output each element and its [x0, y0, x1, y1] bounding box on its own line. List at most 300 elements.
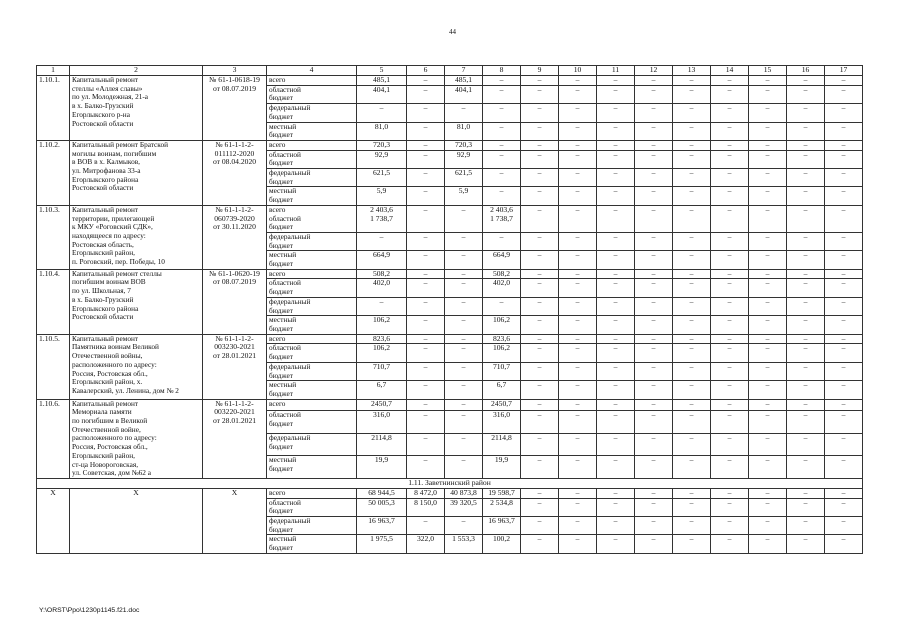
empty-value-cell: –: [673, 498, 711, 516]
empty-value-cell: –: [673, 411, 711, 433]
table-row: [37, 269, 863, 279]
section-data-row: [37, 488, 863, 498]
funding-source: местный бюджет: [267, 381, 357, 399]
empty-value-cell: –: [825, 140, 863, 150]
empty-value-cell: –: [597, 169, 635, 187]
empty-value-cell: –: [749, 488, 787, 498]
empty-value-cell: –: [635, 344, 673, 362]
empty-value-cell: –: [635, 169, 673, 187]
empty-value-cell: –: [749, 362, 787, 380]
table-row: [37, 334, 863, 344]
value-cell: 404,1: [445, 85, 483, 103]
value-cell: –: [483, 85, 521, 103]
value-cell: 106,2: [483, 316, 521, 334]
empty-value-cell: –: [749, 456, 787, 479]
empty-value-cell: –: [559, 85, 597, 103]
empty-value-cell: –: [749, 150, 787, 168]
empty-value-cell: –: [521, 122, 559, 140]
value-cell: –: [407, 399, 445, 411]
value-cell: –: [407, 169, 445, 187]
empty-value-cell: –: [673, 517, 711, 535]
value-cell: 2 403,6 1 738,7: [357, 205, 407, 232]
column-number: 10: [559, 66, 597, 76]
empty-value-cell: –: [749, 433, 787, 455]
empty-value-cell: –: [559, 279, 597, 297]
value-cell: 40 873,8: [445, 488, 483, 498]
section-title: 1.11. Заветнинский район: [37, 478, 863, 488]
empty-value-cell: –: [787, 76, 825, 86]
value-cell: –: [445, 251, 483, 269]
column-number: 2: [70, 66, 203, 76]
empty-value-cell: –: [635, 411, 673, 433]
value-cell: –: [445, 433, 483, 455]
empty-value-cell: –: [711, 76, 749, 86]
empty-value-cell: –: [749, 334, 787, 344]
project-document: № 61-1-1-2- 011112-2020 от 08.04.2020: [203, 140, 267, 205]
funding-source: местный бюджет: [267, 456, 357, 479]
value-cell: –: [445, 334, 483, 344]
funding-source: федеральный бюджет: [267, 169, 357, 187]
project-document: № 61-1-0618-19 от 08.07.2019: [203, 76, 267, 141]
empty-value-cell: –: [787, 456, 825, 479]
value-cell: 823,6: [483, 334, 521, 344]
value-cell: 81,0: [445, 122, 483, 140]
column-number: 8: [483, 66, 521, 76]
empty-value-cell: –: [825, 251, 863, 269]
empty-value-cell: –: [597, 251, 635, 269]
empty-value-cell: –: [787, 251, 825, 269]
empty-value-cell: –: [825, 517, 863, 535]
empty-value-cell: –: [749, 251, 787, 269]
funding-source: федеральный бюджет: [267, 297, 357, 315]
empty-value-cell: –: [673, 456, 711, 479]
value-cell: –: [445, 517, 483, 535]
table-row: [37, 205, 863, 232]
empty-value-cell: –: [711, 399, 749, 411]
value-cell: –: [445, 344, 483, 362]
value-cell: –: [445, 297, 483, 315]
empty-value-cell: –: [673, 334, 711, 344]
empty-value-cell: –: [711, 122, 749, 140]
value-cell: –: [483, 297, 521, 315]
empty-value-cell: –: [711, 279, 749, 297]
empty-value-cell: –: [825, 76, 863, 86]
column-number: 16: [787, 66, 825, 76]
empty-value-cell: –: [673, 85, 711, 103]
empty-value-cell: –: [597, 535, 635, 553]
empty-value-cell: –: [597, 150, 635, 168]
value-cell: 404,1: [357, 85, 407, 103]
value-cell: 106,2: [357, 316, 407, 334]
empty-value-cell: –: [597, 232, 635, 250]
empty-value-cell: –: [635, 279, 673, 297]
funding-source: всего: [267, 334, 357, 344]
empty-value-cell: –: [711, 104, 749, 122]
empty-value-cell: –: [749, 122, 787, 140]
empty-value-cell: –: [711, 433, 749, 455]
value-cell: –: [445, 411, 483, 433]
empty-value-cell: –: [787, 344, 825, 362]
empty-value-cell: –: [711, 344, 749, 362]
value-cell: –: [407, 433, 445, 455]
value-cell: 823,6: [357, 334, 407, 344]
empty-value-cell: –: [825, 411, 863, 433]
empty-value-cell: –: [749, 187, 787, 205]
empty-value-cell: –: [711, 535, 749, 553]
value-cell: 664,9: [483, 251, 521, 269]
value-cell: 621,5: [445, 169, 483, 187]
value-cell: 485,1: [357, 76, 407, 86]
project-number: 1.10.4.: [37, 269, 70, 334]
empty-value-cell: –: [711, 269, 749, 279]
project-name: Капитальный ремонт Памятника воинам Великой Отечественной войны, расположенного по адресу: Россия, Ростовская обл., Егорлыкский район, х. Кавалерский, ул. Ленина, дом № 2: [70, 334, 203, 399]
value-cell: –: [445, 456, 483, 479]
empty-value-cell: –: [597, 344, 635, 362]
empty-value-cell: –: [673, 205, 711, 232]
funding-source: федеральный бюджет: [267, 517, 357, 535]
empty-value-cell: –: [597, 517, 635, 535]
funding-source: местный бюджет: [267, 535, 357, 553]
funding-source: всего: [267, 488, 357, 498]
empty-value-cell: –: [635, 150, 673, 168]
column-number: 14: [711, 66, 749, 76]
empty-value-cell: –: [673, 76, 711, 86]
empty-value-cell: –: [559, 344, 597, 362]
empty-value-cell: –: [521, 76, 559, 86]
empty-value-cell: –: [521, 187, 559, 205]
empty-value-cell: –: [825, 334, 863, 344]
value-cell: 1 975,5: [357, 535, 407, 553]
project-name: Капитальный ремонт стеллы «Аллея славы» по ул. Молодежная, 21-а в х. Балко-Грузский Егорлыкского р-на Ростовской области: [70, 76, 203, 141]
budget-table: [36, 65, 863, 554]
empty-value-cell: –: [597, 104, 635, 122]
column-number: 12: [635, 66, 673, 76]
empty-value-cell: –: [597, 381, 635, 399]
project-number: 1.10.5.: [37, 334, 70, 399]
value-cell: 316,0: [483, 411, 521, 433]
empty-value-cell: –: [825, 269, 863, 279]
value-cell: –: [407, 517, 445, 535]
value-cell: 402,0: [357, 279, 407, 297]
value-cell: –: [445, 399, 483, 411]
funding-source: всего: [267, 269, 357, 279]
empty-value-cell: –: [597, 488, 635, 498]
value-cell: –: [407, 411, 445, 433]
empty-value-cell: –: [673, 232, 711, 250]
empty-value-cell: –: [711, 381, 749, 399]
empty-value-cell: –: [635, 251, 673, 269]
empty-value-cell: –: [521, 140, 559, 150]
value-cell: –: [483, 232, 521, 250]
empty-value-cell: –: [673, 362, 711, 380]
value-cell: –: [445, 279, 483, 297]
value-cell: 322,0: [407, 535, 445, 553]
empty-value-cell: –: [711, 411, 749, 433]
value-cell: –: [407, 104, 445, 122]
empty-value-cell: –: [635, 316, 673, 334]
section-x-col3: Х: [203, 488, 267, 553]
value-cell: –: [407, 456, 445, 479]
value-cell: –: [407, 316, 445, 334]
empty-value-cell: –: [673, 399, 711, 411]
empty-value-cell: –: [635, 433, 673, 455]
empty-value-cell: –: [521, 85, 559, 103]
funding-source: всего: [267, 140, 357, 150]
empty-value-cell: –: [597, 433, 635, 455]
empty-value-cell: –: [825, 297, 863, 315]
empty-value-cell: –: [597, 187, 635, 205]
empty-value-cell: –: [521, 279, 559, 297]
value-cell: –: [483, 169, 521, 187]
value-cell: 6,7: [483, 381, 521, 399]
empty-value-cell: –: [521, 362, 559, 380]
value-cell: –: [407, 150, 445, 168]
table-row: [37, 140, 863, 150]
column-number: 3: [203, 66, 267, 76]
value-cell: 2450,7: [483, 399, 521, 411]
value-cell: –: [407, 85, 445, 103]
empty-value-cell: –: [673, 297, 711, 315]
empty-value-cell: –: [825, 344, 863, 362]
value-cell: –: [357, 104, 407, 122]
empty-value-cell: –: [711, 334, 749, 344]
empty-value-cell: –: [711, 316, 749, 334]
empty-value-cell: –: [559, 456, 597, 479]
column-number: 1: [37, 66, 70, 76]
empty-value-cell: –: [597, 498, 635, 516]
empty-value-cell: –: [521, 316, 559, 334]
empty-value-cell: –: [749, 140, 787, 150]
value-cell: 68 944,5: [357, 488, 407, 498]
empty-value-cell: –: [825, 169, 863, 187]
section-x-col1: Х: [37, 488, 70, 553]
value-cell: 19 598,7: [483, 488, 521, 498]
empty-value-cell: –: [825, 498, 863, 516]
empty-value-cell: –: [635, 456, 673, 479]
empty-value-cell: –: [635, 488, 673, 498]
empty-value-cell: –: [711, 251, 749, 269]
project-document: № 61-1-1-2- 003220-2021 от 28.01.2021: [203, 399, 267, 478]
funding-source: областной бюджет: [267, 344, 357, 362]
project-number: 1.10.2.: [37, 140, 70, 205]
empty-value-cell: –: [673, 150, 711, 168]
empty-value-cell: –: [711, 517, 749, 535]
value-cell: –: [445, 104, 483, 122]
empty-value-cell: –: [635, 232, 673, 250]
empty-value-cell: –: [673, 251, 711, 269]
table-row: [37, 76, 863, 86]
empty-value-cell: –: [673, 187, 711, 205]
funding-source: всего: [267, 399, 357, 411]
value-cell: 316,0: [357, 411, 407, 433]
project-name: Капитальный ремонт территории, прилегающей к МКУ «Роговский СДК», находящееся по адресу: Ростовская область, Егорлыкский район, п. Роговский, пер. Победы, 10: [70, 205, 203, 269]
empty-value-cell: –: [825, 381, 863, 399]
value-cell: 19,9: [483, 456, 521, 479]
funding-source: всего: [267, 76, 357, 86]
empty-value-cell: –: [559, 169, 597, 187]
empty-value-cell: –: [825, 362, 863, 380]
empty-value-cell: –: [711, 187, 749, 205]
empty-value-cell: –: [749, 381, 787, 399]
empty-value-cell: –: [521, 535, 559, 553]
empty-value-cell: –: [787, 279, 825, 297]
file-path-footer: Y:\ORST\Ppo\1230p1145.f21.doc: [39, 607, 140, 614]
empty-value-cell: –: [825, 232, 863, 250]
funding-source: областной бюджет: [267, 498, 357, 516]
empty-value-cell: –: [559, 399, 597, 411]
empty-value-cell: –: [749, 535, 787, 553]
value-cell: –: [483, 122, 521, 140]
empty-value-cell: –: [521, 488, 559, 498]
value-cell: –: [445, 269, 483, 279]
empty-value-cell: –: [635, 297, 673, 315]
empty-value-cell: –: [825, 316, 863, 334]
column-number: 9: [521, 66, 559, 76]
project-name: Капитальный ремонт стеллы погибшим воинам ВОВ по ул. Школьная, 7 в х. Балко-Грузский Егорлыкского района Ростовской области: [70, 269, 203, 334]
value-cell: 5,9: [357, 187, 407, 205]
empty-value-cell: –: [749, 316, 787, 334]
empty-value-cell: –: [521, 411, 559, 433]
empty-value-cell: –: [711, 140, 749, 150]
empty-value-cell: –: [597, 122, 635, 140]
empty-value-cell: –: [749, 517, 787, 535]
value-cell: –: [483, 140, 521, 150]
value-cell: 664,9: [357, 251, 407, 269]
empty-value-cell: –: [787, 498, 825, 516]
empty-value-cell: –: [825, 488, 863, 498]
value-cell: 8 150,0: [407, 498, 445, 516]
funding-source: федеральный бюджет: [267, 362, 357, 380]
empty-value-cell: –: [749, 269, 787, 279]
empty-value-cell: –: [749, 169, 787, 187]
value-cell: –: [357, 232, 407, 250]
project-name: Капитальный ремонт Братской могилы воинам, погибшим в ВОВ в х. Калмыков, ул. Митрофанова 33-а Егорлыкского района Ростовской области: [70, 140, 203, 205]
value-cell: 402,0: [483, 279, 521, 297]
value-cell: 2114,8: [357, 433, 407, 455]
empty-value-cell: –: [521, 205, 559, 232]
column-number: 5: [357, 66, 407, 76]
empty-value-cell: –: [597, 269, 635, 279]
value-cell: 710,7: [357, 362, 407, 380]
funding-source: областной бюджет: [267, 85, 357, 103]
empty-value-cell: –: [749, 104, 787, 122]
project-document: № 61-1-1-2- 060739-2020 от 30.11.2020: [203, 205, 267, 269]
empty-value-cell: –: [597, 140, 635, 150]
empty-value-cell: –: [787, 232, 825, 250]
empty-value-cell: –: [673, 316, 711, 334]
value-cell: 50 005,3: [357, 498, 407, 516]
value-cell: 720,3: [445, 140, 483, 150]
value-cell: 2114,8: [483, 433, 521, 455]
value-cell: 2 403,6 1 738,7: [483, 205, 521, 232]
empty-value-cell: –: [521, 150, 559, 168]
column-number-row: [37, 66, 863, 76]
empty-value-cell: –: [825, 399, 863, 411]
value-cell: 1 553,3: [445, 535, 483, 553]
empty-value-cell: –: [635, 535, 673, 553]
empty-value-cell: –: [635, 140, 673, 150]
empty-value-cell: –: [673, 169, 711, 187]
empty-value-cell: –: [673, 104, 711, 122]
empty-value-cell: –: [711, 85, 749, 103]
value-cell: 16 963,7: [357, 517, 407, 535]
empty-value-cell: –: [749, 344, 787, 362]
empty-value-cell: –: [673, 381, 711, 399]
value-cell: 710,7: [483, 362, 521, 380]
value-cell: –: [407, 205, 445, 232]
funding-source: областной бюджет: [267, 279, 357, 297]
value-cell: 720,3: [357, 140, 407, 150]
empty-value-cell: –: [749, 399, 787, 411]
project-document: № 61-1-1-2- 003230-2021 от 28.01.2021: [203, 334, 267, 399]
empty-value-cell: –: [559, 316, 597, 334]
funding-source: федеральный бюджет: [267, 104, 357, 122]
empty-value-cell: –: [673, 279, 711, 297]
empty-value-cell: –: [787, 140, 825, 150]
empty-value-cell: –: [825, 150, 863, 168]
empty-value-cell: –: [635, 85, 673, 103]
empty-value-cell: –: [521, 517, 559, 535]
value-cell: 106,2: [483, 344, 521, 362]
empty-value-cell: –: [521, 433, 559, 455]
funding-source: всего областной бюджет: [267, 205, 357, 232]
column-number: 15: [749, 66, 787, 76]
empty-value-cell: –: [521, 456, 559, 479]
empty-value-cell: –: [521, 104, 559, 122]
empty-value-cell: –: [521, 399, 559, 411]
empty-value-cell: –: [711, 488, 749, 498]
empty-value-cell: –: [825, 104, 863, 122]
empty-value-cell: –: [711, 169, 749, 187]
value-cell: –: [445, 316, 483, 334]
value-cell: –: [445, 362, 483, 380]
funding-source: местный бюджет: [267, 187, 357, 205]
empty-value-cell: –: [521, 297, 559, 315]
value-cell: –: [407, 140, 445, 150]
empty-value-cell: –: [673, 269, 711, 279]
value-cell: –: [407, 122, 445, 140]
empty-value-cell: –: [559, 488, 597, 498]
column-number: 11: [597, 66, 635, 76]
empty-value-cell: –: [597, 279, 635, 297]
funding-source: местный бюджет: [267, 122, 357, 140]
empty-value-cell: –: [749, 205, 787, 232]
empty-value-cell: –: [749, 232, 787, 250]
value-cell: 106,2: [357, 344, 407, 362]
empty-value-cell: –: [559, 150, 597, 168]
empty-value-cell: –: [673, 140, 711, 150]
value-cell: –: [407, 362, 445, 380]
empty-value-cell: –: [521, 334, 559, 344]
value-cell: –: [407, 269, 445, 279]
value-cell: –: [407, 187, 445, 205]
value-cell: 2450,7: [357, 399, 407, 411]
empty-value-cell: –: [559, 232, 597, 250]
value-cell: –: [483, 76, 521, 86]
value-cell: 508,2: [483, 269, 521, 279]
empty-value-cell: –: [521, 169, 559, 187]
empty-value-cell: –: [559, 187, 597, 205]
empty-value-cell: –: [559, 251, 597, 269]
empty-value-cell: –: [825, 187, 863, 205]
empty-value-cell: –: [787, 85, 825, 103]
empty-value-cell: –: [825, 456, 863, 479]
empty-value-cell: –: [673, 344, 711, 362]
empty-value-cell: –: [711, 150, 749, 168]
empty-value-cell: –: [597, 85, 635, 103]
empty-value-cell: –: [635, 362, 673, 380]
value-cell: 19,9: [357, 456, 407, 479]
